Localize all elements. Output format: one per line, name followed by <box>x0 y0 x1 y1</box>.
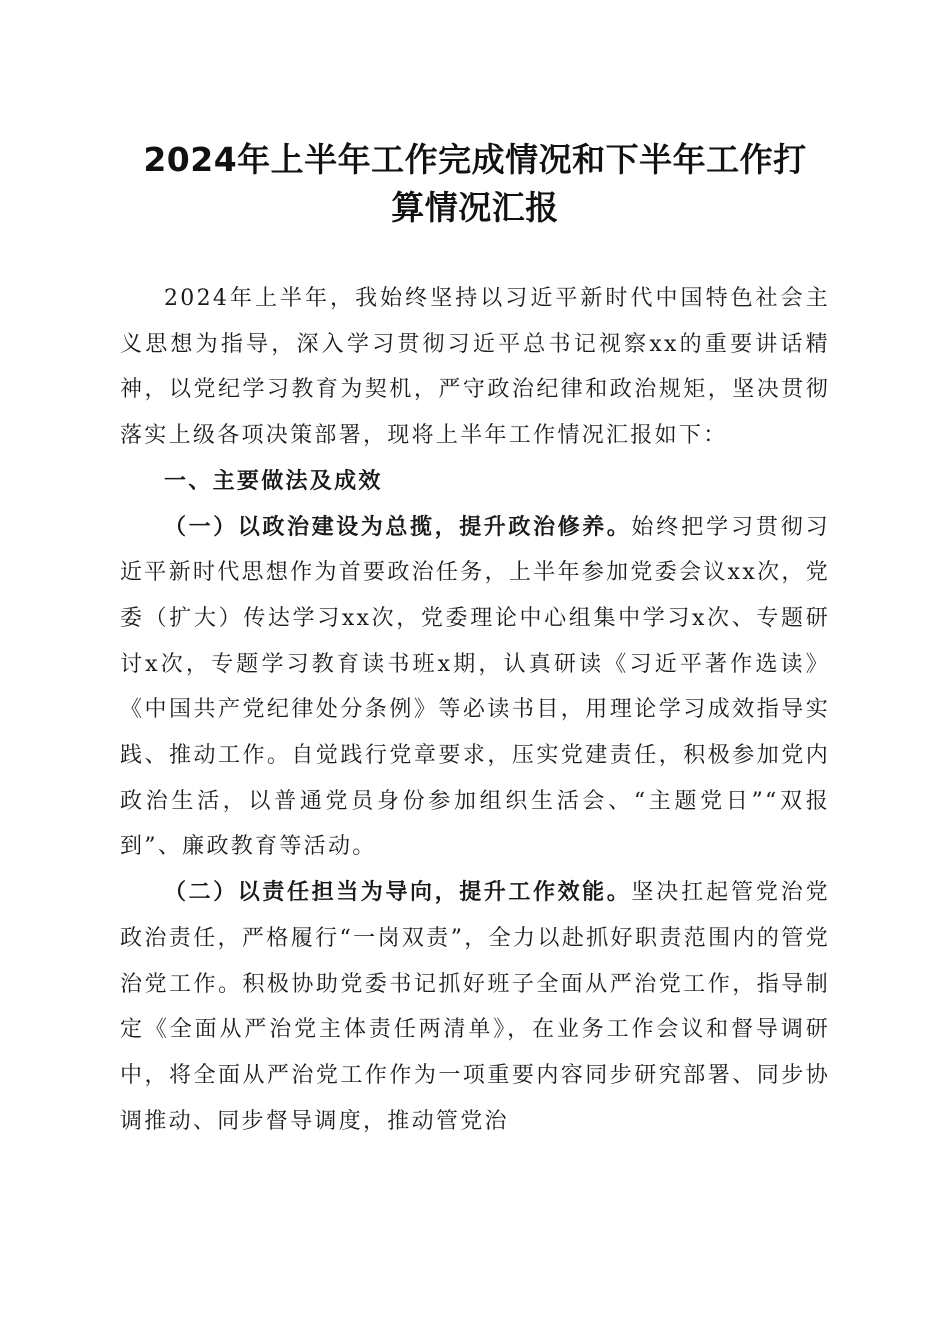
item-1-lead: （一）以政治建设为总揽，提升政治修养。 <box>164 514 632 540</box>
item-2-lead: （二）以责任担当为导向，提升工作效能。 <box>164 880 632 906</box>
title-line-1: 2024年上半年工作完成情况和下半年工作打 <box>143 140 807 179</box>
item-2-paragraph <box>120 870 830 1144</box>
section-heading: 一、主要做法及成效 <box>164 468 383 494</box>
item-2-body: 坚决扛起管党治党政治责任，严格履行“一岗双责”，全力以赴抓好职责范围内的管党治党工作。积极协助党委书记抓好班子全面从严治党工作，指导制定《全面从严治党主体责任两清单》，在业务工作会议和督导调研中，将全面从严治党工作作为一项重要内容同步研究部署、同步协调推动、同步督导调度，推动管党治 <box>120 880 830 1134</box>
document-body <box>120 276 830 1144</box>
title-line-2: 算情况汇报 <box>391 188 559 227</box>
document-title <box>110 136 840 232</box>
item-1-paragraph <box>120 505 830 871</box>
intro-paragraph: 2024年上半年，我始终坚持以习近平新时代中国特色社会主义思想为指导，深入学习贯彻习近平总书记视察xx的重要讲话精神，以党纪学习教育为契机，严守政治纪律和政治规矩，坚决贯彻落实上级各项决策部署，现将上半年工作情况汇报如下： <box>120 286 830 449</box>
item-1-body: 始终把学习贯彻习近平新时代思想作为首要政治任务，上半年参加党委会议xx次，党委（扩大）传达学习xx次，党委理论中心组集中学习x次、专题研讨x次，专题学习教育读书班x期，认真研读《习近平著作选读》《中国共产党纪律处分条例》等必读书目，用理论学习成效指导实践、推动工作。自觉践行党章要求，压实党建责任，积极参加党内政治生活，以普通党员身份参加组织生活会、“主题党日”“双报到”、廉政教育等活动。 <box>120 514 830 860</box>
